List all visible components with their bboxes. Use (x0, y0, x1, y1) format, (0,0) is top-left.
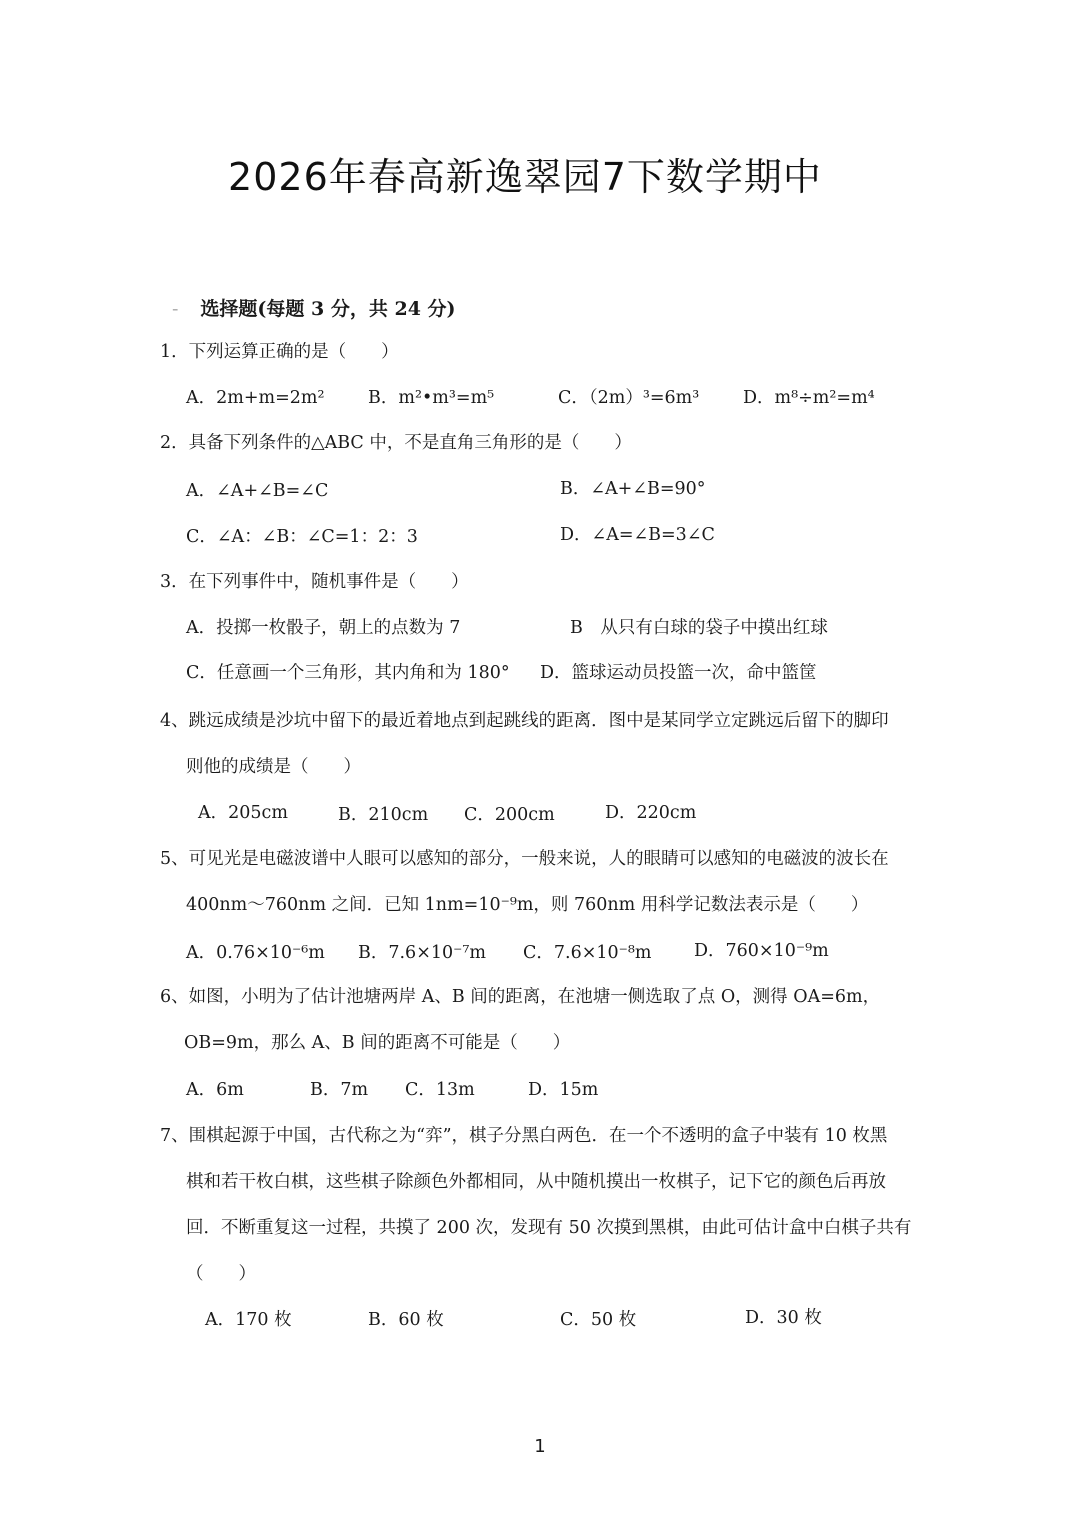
question-4-option-d: D．220cm (605, 803, 697, 823)
question-7-stem-line-2: 棋和若干枚白棋，这些棋子除颜色外都相同，从中随机摸出一枚棋子，记下它的颜色后再放 (186, 1172, 886, 1192)
question-1-option-b: B．m²•m³=m⁵ (368, 388, 495, 408)
question-7-option-a: A．170 枚 (205, 1310, 292, 1330)
question-6-option-a: A．6m (186, 1080, 244, 1100)
question-1-option-c: C．（2m）³=6m³ (558, 388, 700, 408)
question-2-option-a: A．∠A+∠B=∠C (186, 481, 329, 501)
question-4-option-c: C．200cm (464, 805, 555, 825)
question-5-stem-line-1: 5、可见光是电磁波谱中人眼可以感知的部分，一般来说，人的眼睛可以感知的电磁波的波长在 (160, 849, 889, 869)
question-4-stem-line-2: 则他的成绩是（ ） (186, 757, 361, 777)
question-1-option-a: A．2m+m=2m² (186, 388, 325, 408)
question-3-option-d: D．篮球运动员投篮一次，命中篮筐 (540, 663, 817, 683)
question-3-option-b: B 从只有白球的袋子中摸出红球 (570, 618, 828, 638)
question-7-stem-line-3: 回．不断重复这一过程，共摸了 200 次，发现有 50 次摸到黑棋，由此可估计盒中白棋子共有 (186, 1218, 912, 1238)
question-6-stem-line-2: OB=9m，那么 A、B 间的距离不可能是（ ） (184, 1033, 571, 1053)
question-4-option-b: B．210cm (338, 805, 429, 825)
question-5-option-d: D．760×10⁻⁹m (694, 941, 829, 961)
question-7-option-d: D．30 枚 (745, 1308, 822, 1328)
question-6-option-c: C．13m (405, 1080, 475, 1100)
question-7-option-c: C．50 枚 (560, 1310, 637, 1330)
question-2-option-c: C．∠A：∠B：∠C=1：2：3 (186, 527, 418, 547)
question-3-stem: 3．在下列事件中，随机事件是（ ） (160, 572, 469, 592)
section-heading (172, 294, 456, 321)
question-5-option-a: A．0.76×10⁻⁶m (186, 943, 325, 963)
question-1-option-d: D．m⁸÷m²=m⁴ (743, 388, 875, 408)
question-3-option-c: C．任意画一个三角形，其内角和为 180° (186, 663, 510, 683)
section-dash: - (172, 298, 179, 320)
question-2-option-d: D．∠A=∠B=3∠C (560, 525, 715, 545)
section-label: 选择题(每题 3 分，共 24 分) (200, 298, 456, 320)
question-5-stem-line-2: 400nm～760nm 之间．已知 1nm=10⁻⁹m，则 760nm 用科学记数法表示是（ ） (186, 895, 869, 915)
question-5-option-b: B．7.6×10⁻⁷m (358, 943, 486, 963)
page-number: 1 (534, 1436, 546, 1457)
question-6-option-b: B．7m (310, 1080, 369, 1100)
question-2-stem: 2．具备下列条件的△ABC 中，不是直角三角形的是（ ） (160, 433, 632, 453)
question-1-stem: 1．下列运算正确的是（ ） (160, 342, 399, 362)
question-4-option-a: A．205cm (198, 803, 288, 823)
question-7-stem-line-4: （ ） (186, 1264, 256, 1284)
question-7-option-b: B．60 枚 (368, 1310, 444, 1330)
page-title: 2026年春高新逸翠园7下数学期中 (228, 155, 822, 199)
question-7-stem-line-1: 7、围棋起源于中国，古代称之为“弈”，棋子分黑白两色．在一个不透明的盒子中装有 10 枚黑 (160, 1126, 888, 1146)
question-5-option-c: C．7.6×10⁻⁸m (523, 943, 652, 963)
question-2-option-b: B．∠A+∠B=90° (560, 479, 706, 499)
question-4-stem-line-1: 4、跳远成绩是沙坑中留下的最近着地点到起跳线的距离．图中是某同学立定跳远后留下的脚印 (160, 711, 889, 731)
question-3-option-a: A．投掷一枚骰子，朝上的点数为 7 (186, 618, 461, 638)
question-6-option-d: D．15m (528, 1080, 599, 1100)
question-6-stem-line-1: 6、如图，小明为了估计池塘两岸 A、B 间的距离，在池塘一侧选取了点 O，测得 OA=6m， (160, 987, 881, 1007)
